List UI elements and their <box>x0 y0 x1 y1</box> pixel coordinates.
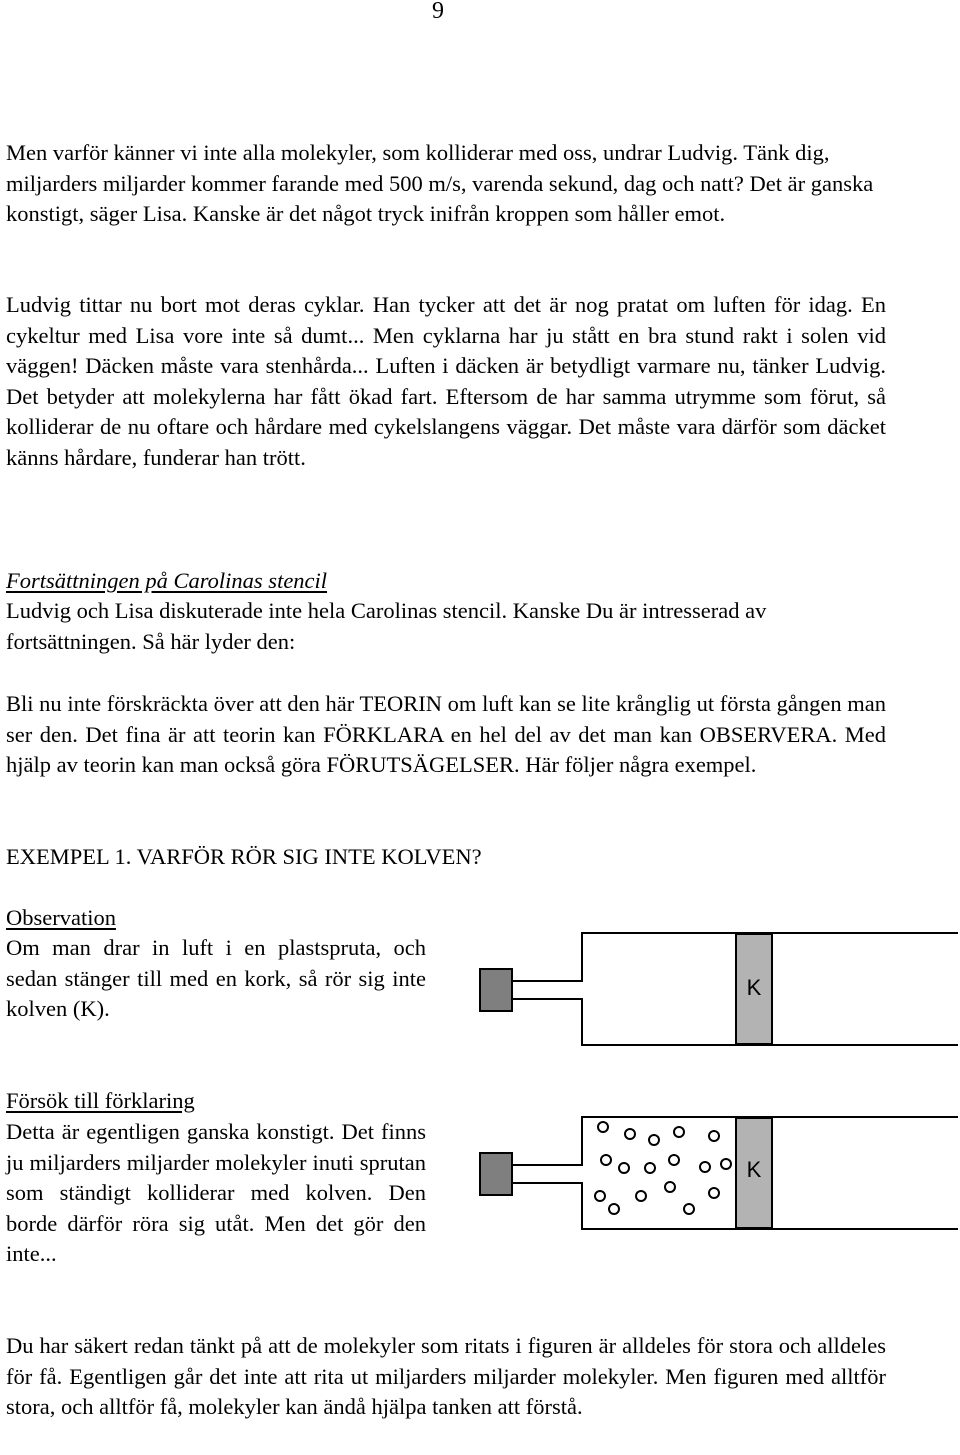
molecule-dot <box>700 1162 710 1172</box>
molecule-dot <box>684 1204 694 1214</box>
cork-shape <box>480 1153 512 1195</box>
molecule-dot <box>674 1127 684 1137</box>
continuation-body: Bli nu inte förskräckta över att den här TEORIN om luft kan se lite krånglig ut första gången man ser den. Det fina är att teorin kan FÖRKLARA en hel del av det man kan OBSERVERA. Med hjälp av teorin kan man också göra FÖRUTSÄGELSER. Här följer några exempel. <box>6 691 886 777</box>
molecule-dot <box>649 1135 659 1145</box>
example-title: EXEMPEL 1. VARFÖR RÖR SIG INTE KOLVEN? <box>6 844 482 869</box>
syringe-figure-molecules <box>470 1109 960 1237</box>
page-number: 9 <box>432 0 444 24</box>
story-paragraph-2: Ludvig tittar nu bort mot deras cyklar. Han tycker att det är nog pratat om luften för idag. En cykeltur med Lisa vore inte så dumt... Men cyklarna har ju stått en bra stund rakt i solen vid väggen! Däcken måste vara stenhårda... Luften i däcken är betydligt varmare nu, tänker Ludvig. Det betyder att molekylerna har fått ökad fart. Eftersom de har samma utrymme som förut, så kolliderar de nu oftare och hårdare med cykelslangens väggar. Det måste vara därför som däcket känns hårdare, funderar han trött. <box>6 292 886 470</box>
observation-text: Om man drar in luft i en plastspruta, och sedan stänger till med en kork, så rör sig inte kolven (K). <box>6 935 426 1021</box>
story-paragraph-1: Men varför känner vi inte alla molekyler, som kolliderar med oss, undrar Ludvig. Tänk dig, miljarders miljarder kommer farande med 500 m/s, varenda sekund, dag och natt? Det är ganska konstigt, säger Lisa. Kanske är det något tryck inifrån kroppen som håller emot. <box>6 140 874 226</box>
closing-paragraph: Du har säkert redan tänkt på att de molekyler som ritats i figuren är alldeles för stora och alldeles för få. Egentligen går det inte att rita ut miljarders miljarder molekyler. Men figuren med alltför stora, och alltför få, molekyler kan ändå hjälpa tanken att förstå. <box>6 1333 886 1419</box>
piston-label: K <box>746 975 762 1000</box>
molecule-dot <box>601 1155 611 1165</box>
molecule-dot <box>709 1188 719 1198</box>
molecule-dot <box>721 1159 731 1169</box>
molecule-dot <box>669 1155 679 1165</box>
molecule-dot <box>709 1131 719 1141</box>
syringe-figure-empty <box>470 925 960 1053</box>
cork-shape <box>480 969 512 1011</box>
continuation-heading: Fortsättningen på Carolinas stencil <box>6 568 328 593</box>
molecule-dot <box>665 1182 675 1192</box>
molecule-group <box>595 1122 731 1214</box>
molecule-dot <box>625 1129 635 1139</box>
piston-label: K <box>746 1157 762 1182</box>
molecule-dot <box>595 1191 605 1201</box>
molecule-dot <box>609 1204 619 1214</box>
observation-heading: Observation <box>6 905 116 930</box>
molecule-dot <box>645 1163 655 1173</box>
continuation-intro: Ludvig och Lisa diskuterade inte hela Carolinas stencil. Kanske Du är intresserad av fortsättningen. Så här lyder den: <box>6 598 767 654</box>
molecule-dot <box>598 1122 608 1132</box>
molecule-dot <box>619 1163 629 1173</box>
molecule-dot <box>636 1191 646 1201</box>
attempt-heading: Försök till förklaring <box>6 1088 195 1113</box>
attempt-text: Detta är egentligen ganska konstigt. Det finns ju miljarders miljarder molekyler inuti sprutan som ständigt kolliderar med kolven. Den borde därför röra sig utåt. Men det gör den inte... <box>6 1119 426 1266</box>
